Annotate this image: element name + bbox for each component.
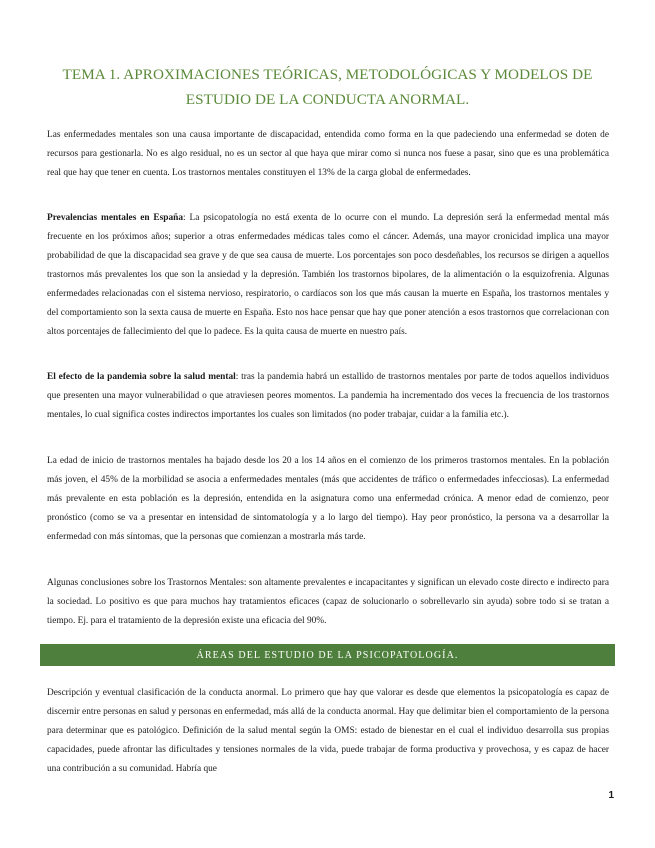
page-title: TEMA 1. APROXIMACIONES TEÓRICAS, METODOLÓGICAS Y MODELOS DE ESTUDIO DE LA CONDUCTA ANORMAL.: [62, 66, 593, 108]
paragraph-text: La edad de inicio de trastornos mentales ha bajado desde los 20 a los 14 años en el comienzo de los primeros trastornos mentales. En la población más joven, el 45% de la morbilidad se asocia a enfermedades mentales (más que accidentes de tráfico o enfermedades infecciosas). La enfermedad más prevalente en esta población es la depresión, entendida en la asignatura como una enfermedad crónica. A menor edad de comienzo, peor pronóstico (como se va a presentar en intensidad de sintomatología y a lo largo del tiempo). Hay peor pronóstico, la persona va a desarrollar la enfermedad con más síntomas, que la personas que comienzan a mostrarla más tarde.: [47, 456, 609, 542]
page-number: 1: [608, 790, 614, 801]
paragraph-text: : La psicopatología no está exenta de lo ocurre con el mundo. La depresión será la enfermedad mental más frecuente en los próximos años; superior a otras enfermedades médicas tales como el cáncer. Además, una mayor cronicidad implica una mayor probabilidad de que la discapacidad sea grave y de que sea causa de muerte. Los porcentajes son poco desdeñables, los recursos se dirigen a aquellos trastornos más prevalentes los que son la ansiedad y la depresión. También los trastornos bipolares, de la alimentación o la esquizofrenia. Algunas enfermedades relacionadas con el sistema nervioso, respiratorio, o cardíacos son los que más causan la muerte en España, los trastornos mentales y del comportamiento son la sexta causa de muerte en España. Esto nos hace pensar que hay que poner atención a esos trastornos que correlacionan con altos porcentajes de fallecimiento del que lo padece. Es la quita causa de muerte en nuestro país.: [47, 213, 609, 337]
paragraph-conclusiones: [47, 574, 609, 631]
paragraph-lead: El efecto de la pandemia sobre la salud mental: [47, 372, 236, 382]
paragraph-edad-inicio: [47, 452, 609, 547]
paragraph-areas: [47, 684, 609, 779]
section-heading: ÁREAS DEL ESTUDIO DE LA PSICOPATOLOGÍA.: [196, 649, 459, 661]
paragraph-lead: Prevalencias mentales en España: [47, 213, 184, 223]
paragraph-intro: [47, 126, 609, 183]
paragraph-prevalencias: [47, 209, 609, 342]
section-heading-banner: [40, 644, 615, 666]
paragraph-text: Las enfermedades mentales son una causa importante de discapacidad, entendida como forma en la que padeciendo una enfermedad se doten de recursos para gestionarla. No es algo residual, no es un sector al que haya que mirar como si nunca nos fuese a pasar, sino que es una problemática real que hay que tener en cuenta. Los trastornos mentales constituyen el 13% de la carga global de enfermedades.: [47, 130, 609, 178]
paragraph-pandemia: [47, 368, 609, 425]
paragraph-text: : tras la pandemia habrá un estallido de trastornos mentales por parte de todos aquellos individuos que presenten una mayor vulnerabilidad o que atraviesen peores momentos. La pandemia ha incrementado dos veces la frecuencia de los trastornos mentales, lo cual significa costes indirectos importantes los cuales son limitados (no poder trabajar, cuidar a la familia etc.).: [47, 372, 609, 420]
paragraph-text: Algunas conclusiones sobre los Trastornos Mentales: son altamente prevalentes e incapacitantes y significan un elevado coste directo e indirecto para la sociedad. Lo positivo es que para muchos hay tratamientos eficaces (capaz de solucionarlo o sobrellevarlo sin ayuda) sobre todo si se tratan a tiempo. Ej. para el tratamiento de la depresión existe una eficacia del 90%.: [47, 578, 609, 626]
paragraph-text: Descripción y eventual clasificación de la conducta anormal. Lo primero que hay que valorar es desde que elementos la psicopatología es capaz de discernir entre personas en salud y personas en enfermedad, más allá de la conducta anormal. Hay que delimitar bien el comportamiento de la persona para determinar que es patológico. Definición de la salud mental según la OMS: estado de bienestar en el cual el individuo desarrolla sus propias capacidades, puede afrontar las dificultades y tensiones normales de la vida, puede trabajar de forma productiva y provechosa, y es capaz de hacer una contribución a su comunidad. Habría que: [47, 688, 609, 774]
